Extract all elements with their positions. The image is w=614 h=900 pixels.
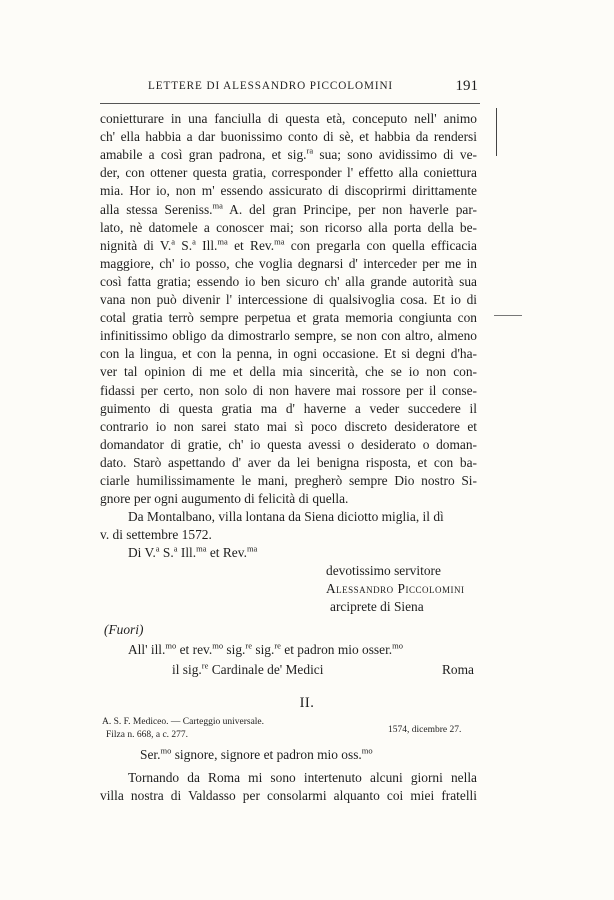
margin-mark bbox=[496, 108, 497, 156]
text-line: infinitissimo obligo da dimostrarlo sempre, se non con altro, almeno bbox=[100, 328, 477, 344]
salutation: Di V.$^a$ S.$^a$ Ill.$^{ma}$ et Rev.$^{ma}$ bbox=[128, 543, 258, 560]
margin-mark bbox=[494, 315, 522, 316]
text-line: con la lingua, et con la penna, in ogni occasione. Et si degni d'ha- bbox=[100, 346, 477, 362]
signature-line: arciprete di Siena bbox=[330, 599, 424, 614]
text-line: mia. Hor io, non m' essendo assicurato di discoprirmi dirittamente bbox=[100, 183, 477, 199]
text-line: gnore per ogni augumento di felicità di quella. bbox=[100, 491, 349, 507]
text-line: villa nostra di Valdasso per consolarmi alquanto coi miei fratelli bbox=[100, 788, 477, 803]
text-line: conietturare in una fanciulla di questa età, conceputo nell' animo bbox=[100, 111, 477, 126]
place-date-line: v. di settembre 1572. bbox=[100, 527, 212, 542]
text-line: ver tal opinion di me et della mia sincerità, che se io non con- bbox=[100, 364, 477, 380]
text-line: fidassi per certo, non solo di non havere mai rossore per il conse- bbox=[100, 382, 477, 398]
fuori-label: (Fuori) bbox=[104, 622, 144, 637]
text-line: alla stessa Sereniss.$^{ma}$ A. del gran Principe, per non haverle par- bbox=[100, 200, 478, 217]
text-line: domandator di gratie, ch' io questa avessi o desiderato o doman- bbox=[100, 436, 477, 452]
text-line: cotal gratia terrò sempre perpetua et grata memoria congiunta con bbox=[100, 310, 477, 326]
signature-name: Alessandro Piccolomini bbox=[326, 581, 465, 596]
archive-ref: Filza n. 668, a c. 277. bbox=[106, 730, 189, 740]
text-line: maggiore, ch' io posso, che voglia degnarsi d' interceder per me in bbox=[100, 255, 477, 271]
signature-line: devotissimo servitore bbox=[326, 563, 441, 578]
header-rule bbox=[100, 103, 480, 104]
text-line: der, con ottener questa gratia, corresponder l' effetto alla coniettura bbox=[100, 165, 477, 181]
page-number: 191 bbox=[455, 78, 478, 94]
text-line: lato, nè datomele a conoscer mai; son ricorso alla porta della be- bbox=[100, 219, 477, 235]
address-line: il sig.$^{re}$ Cardinale de' Medici bbox=[172, 660, 324, 677]
text-line: amabile a così gran padrona, et sig.$^{ra}$ sua; sono avidissimo di ve- bbox=[100, 145, 477, 163]
section-number: II. bbox=[299, 695, 315, 711]
running-title: LETTERE DI ALESSANDRO PICCOLOMINI bbox=[148, 80, 394, 92]
text-line: ciarle humilissimamente le mani, pregherò sempre Dio nostro Si- bbox=[100, 473, 477, 488]
text-line: guimento di questa gratia ma d' haverne a veder succedere il bbox=[100, 400, 477, 416]
text-line: vana non può divenir l' intercessione di qualsivoglia cosa. Et io di bbox=[100, 292, 477, 307]
archive-ref: A. S. F. Mediceo. — Carteggio universale. bbox=[102, 717, 265, 727]
text-line: nignità di V.$^a$ S.$^a$ Ill.$^{ma}$ et Rev.$^{ma}$ con pregarla con quella efficacia bbox=[100, 236, 477, 253]
page-header bbox=[100, 80, 478, 98]
text-line: dato. Starò aspettando d' aver da lei benigna risposta, et con ba- bbox=[100, 454, 477, 470]
salutation: Ser.$^{mo}$ signore, signore et padron mio oss.$^{mo}$ bbox=[140, 745, 373, 762]
place-date-line: Da Montalbano, villa lontana da Siena diciotto miglia, il dì bbox=[128, 509, 444, 524]
text-line: Tornando da Roma mi sono intertenuto alcuni giorni nella bbox=[128, 770, 477, 785]
text-line: ch' ella habbia a dar buonissimo conto di sè, et habbia da rendersi bbox=[100, 129, 477, 145]
address-line: All' ill.$^{mo}$ et rev.$^{mo}$ sig.$^{re}$ sig.$^{re}$ et padron mio osser.$^{mo}$ bbox=[128, 640, 404, 657]
letter-date: 1574, dicembre 27. bbox=[388, 725, 462, 735]
address-city: Roma bbox=[442, 662, 474, 677]
text-line: così fatta gratia; essendo io ben sicuro ch' alla grande autorità sua bbox=[100, 273, 477, 289]
text-line: contrario io non sarei stato mai sì poco discreto desideratore et bbox=[100, 418, 477, 434]
